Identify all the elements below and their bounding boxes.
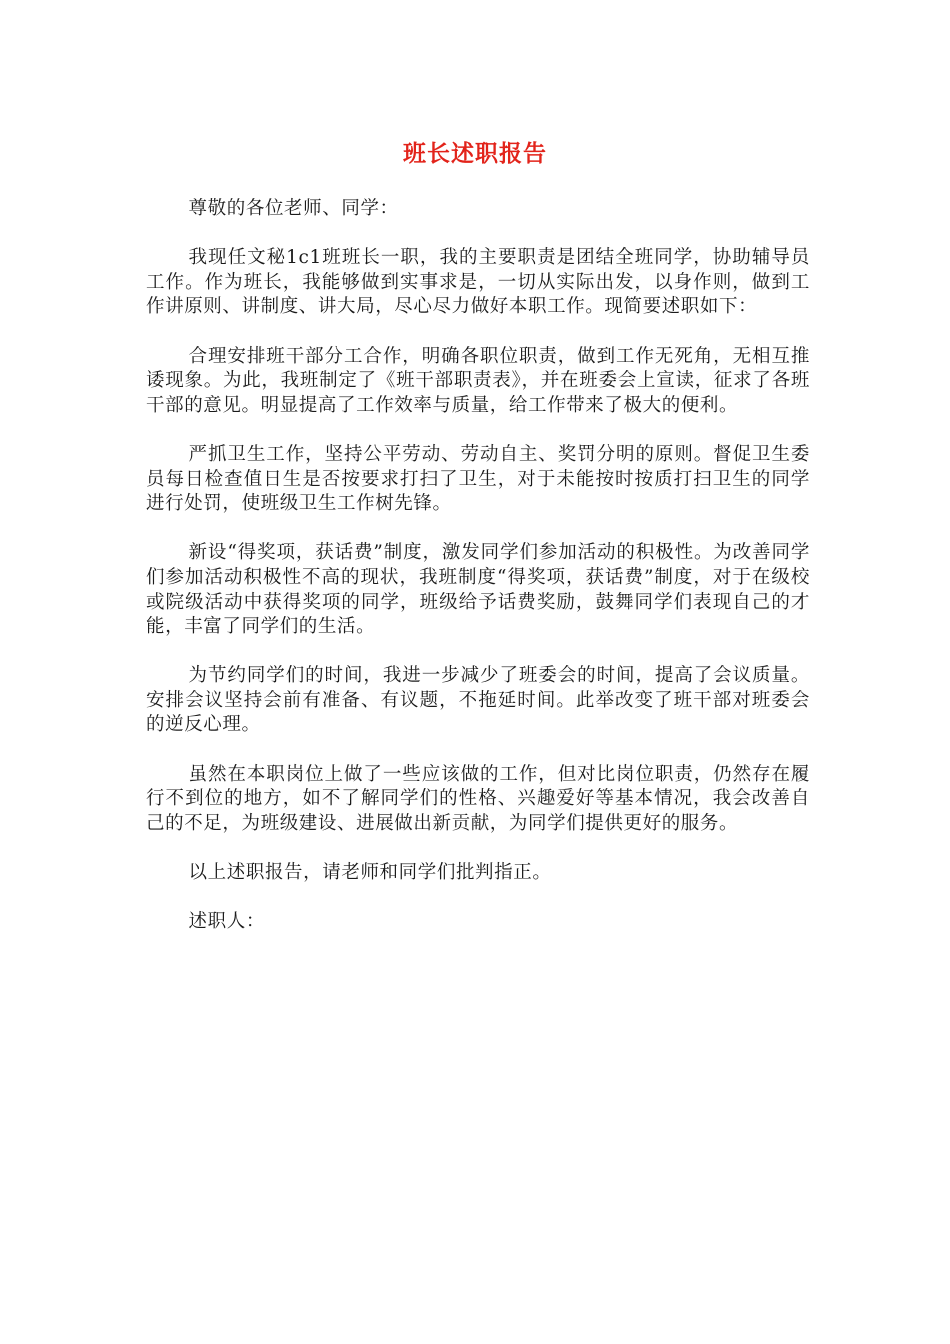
paragraph: 新设“得奖项，获话费”制度，激发同学们参加活动的积极性。为改善同学们参加活动积极性不高的现状，我班制度“得奖项，获话费”制度，对于在级校或院级活动中获得奖项的同学，班级给予话费奖励，鼓舞同学们表现自己的才能，丰富了同学们的生活。 — [146, 542, 810, 638]
paragraph: 合理安排班干部分工合作，明确各职位职责，做到工作无死角，无相互推诿现象。为此，我班制定了《班干部职责表》，并在班委会上宣读，征求了各班干部的意见。明显提高了工作效率与质量，给工作带来了极大的便利。 — [146, 345, 810, 416]
paragraph: 我现任文秘1c1班班长一职，我的主要职责是团结全班同学，协助辅导员工作。作为班长，我能够做到实事求是，一切从实际出发，以身作则，做到工作讲原则、讲制度、讲大局，尽心尽力做好本职工作。现简要述职如下： — [146, 247, 810, 318]
closing-line: 以上述职报告，请老师和同学们批判指正。 — [188, 862, 552, 884]
salutation: 尊敬的各位老师、同学： — [188, 198, 399, 219]
paragraph: 严抓卫生工作，坚持公平劳动、劳动自主、奖罚分明的原则。督促卫生委员每日检查值日生是否按要求打扫了卫生，对于未能按时按质打扫卫生的同学进行处罚，使班级卫生工作树先锋。 — [146, 443, 810, 515]
document-body — [146, 197, 810, 935]
document-title: 班长述职报告 — [403, 141, 547, 167]
paragraph: 为节约同学们的时间，我进一步减少了班委会的时间，提高了会议质量。安排会议坚持会前有准备、有议题，不拖延时间。此举改变了班干部对班委会的逆反心理。 — [146, 665, 810, 736]
paragraph: 虽然在本职岗位上做了一些应该做的工作，但对比岗位职责，仍然存在履行不到位的地方，如不了解同学们的性格、兴趣爱好等基本情况，我会改善自己的不足，为班级建设、进展做出新贡献，为同学们提供更好的服务。 — [146, 763, 810, 834]
signature-label: 述职人： — [188, 911, 265, 933]
